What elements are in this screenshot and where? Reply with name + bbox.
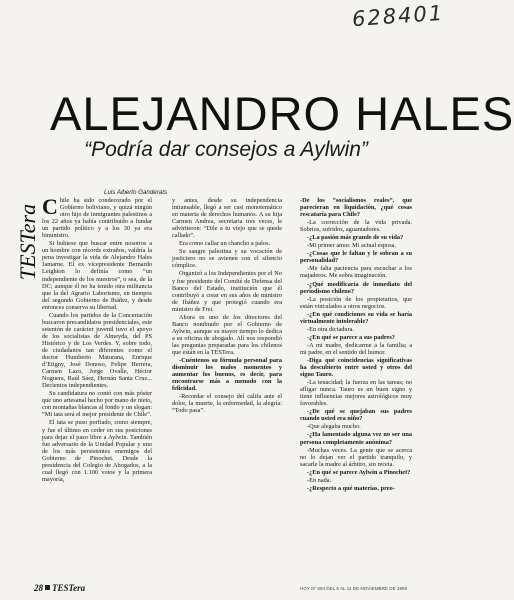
interview-answer: -La corrección de la vida privada. Sobrios, sufridos, aguantadores.: [300, 219, 412, 234]
section-tab-label: TESTera: [15, 203, 40, 281]
interview-answer: -Que alegaba mucho.: [307, 423, 361, 431]
interview-question: -¿La pasión más grande de su vida?: [307, 234, 404, 242]
paragraph-text: hile ha sido condecorado por el Gobierno boliviano, y quizá ningún otro hijo de inmigrantes palestinos a los 22 años ya había contribuido a fundar un partido político y a los 30 ya era biministro.: [42, 197, 152, 240]
interview-answer: -Me falta paciencia para escuchar a los majaderos. Me sobra imaginación.: [300, 265, 412, 280]
square-bullet-icon: [45, 585, 50, 590]
handwritten-archive-number: 628401: [351, 0, 445, 32]
column-2: [172, 197, 282, 569]
section-tab: [15, 198, 41, 286]
interview-answer: -Muchas veces. La gente que se acerca no lo dejan ver el partido tranquilo, y sacarle la madre al árbitro, sin receta.: [300, 446, 412, 468]
interview-question: -¿En qué condiciones su vida se haría virtualmente intolerable?: [300, 310, 412, 325]
column-3: [300, 197, 412, 569]
magazine-section: TESTera: [52, 583, 86, 593]
paragraph: Su sangre palestina y su vocación de justiciero no se avienen con el silencio cómplice.: [172, 248, 282, 270]
paragraph: El tata se puso porfiado, como siempre, y fue el último en ceder en sus posiciones para dejar el paso libre a Aylwin. También fue adversario de la Unidad Popular y uno de los más persistentes enemigos del Gobierno de Pinochet. Desde la presidencia del Colegio de Abogados, a la cual llegó con 1.100 votos y la primera mayoría,: [42, 419, 152, 483]
paragraph: Cuando los partidos de la Concertación buscaron precandidatos presidenciales, este setentón de carácter juvenil tuvo el apoyo de los socialistas de Almeyda, del PS Histórico y de Los Verdes. Y, sobre todo, de ciudadanos tan diferentes como el doctor Humberto Maturana, Enrique d’Etigny, José Donoso, Felipe Herrera, Carmen Lazo, Jorge Ovalle, Héctor Noguera, Raúl Sáez, Hernán Santa Cruz... Decientos independientes.: [42, 311, 152, 390]
interview-question: -¿Respecto a qué materias, preo-: [307, 484, 395, 492]
byline: Luis Alberto Ganderats: [104, 189, 168, 196]
interview-answer: -En nada.: [307, 476, 332, 484]
paragraph: Ahora es uno de los directores del Banco nombrado por el Gobierno de Aylwin, aunque su mayor tiempo lo dedica a su oficina de abogado. Alí nos respondió las preguntas preparadas para los chilenos que están en la TESTera.: [172, 313, 282, 356]
interview-question: -¿Ha lamentado alguna vez no ser una persona completamente anónima?: [300, 431, 412, 446]
page-footer: [34, 583, 85, 593]
interview-question: -¿En qué se parece a sus padres?: [307, 333, 395, 341]
interview-answer: -A mi madre, dedicarme a la familia; a mi padre, en el sentido del humor.: [300, 341, 412, 356]
paragraph: Era como callar un chancho a palos.: [179, 240, 271, 248]
page-number: 28: [34, 583, 43, 593]
paragraph: Su candidatura no contó con más póster que uno artesanal hecho por mano de nieto, con montañas blancas al fondo y un slogan: “Mi tata será el mejor presidente de Chile”.: [42, 390, 152, 419]
interview-question: -¿Qué modificaría de inmediato del periodismo chileno?: [300, 280, 412, 295]
paragraph: Si hubiese que buscar entre nosotros a un hombre con récords extraños, valdría la pena investigar la vida de Alejandro Hales Jamarne. El ex vicepresidente Bernardo Leighton lo definía como “un independiente de los nuestros”, o sea, de la DC; aunque él no ha tenido otra militancia que la del Agrario Laborismo, en tiempos del segundo Gobierno de Ibáñez, y desde entonces conserva su libertad.: [42, 240, 152, 311]
issue-line: HOY Nº 684 DEL 5 AL 11 DE NOVIEMBRE DE 1990: [300, 586, 408, 591]
column-1: [42, 194, 152, 569]
interview-answer: -En otra dictadura.: [307, 325, 355, 333]
interview-answer: -Recordar el consejo del califa ante el dolor, la muerte, la enfermedad, la alegría: “Todo pasa”.: [172, 393, 282, 415]
paragraph: Organizó a los Independientes por el No y fue presidente del Comité de Defensa del Banco del Estado, institución que él contribuyó a crear en sus años de ministro de Ibáñez y que protegió cuando era ministro de Frei.: [172, 270, 282, 313]
interview-question: -Diga qué coincidencias significativas ha descubierto entre usted y otros del signo Tauro.: [300, 356, 412, 379]
interview-answer: -La tenacidad; la fuerza en las tareas; no afligar nunca. Tauro es un buen signo y tiene influencias mejores astrológicos muy favorables.: [300, 379, 412, 408]
headline: ALEJANDRO HALES: [50, 87, 514, 140]
interview-question: -Cuéntenos su fórmula personal para disminuir los malos momentos y aumentar los buenos, es decir, para encontrarse más a menudo con la felicidad.: [172, 357, 282, 393]
interview-answer: -La posición de los propietarios, que están vinculados a otros negocios.: [300, 295, 412, 310]
subtitle: “Podría dar consejos a Aylwin”: [84, 138, 368, 161]
interview-question: -¿De qué se quejaban sus padres cuando usted era niño?: [300, 408, 412, 423]
interview-question: -¿En qué se parece Aylwin a Pinochet?: [307, 468, 411, 476]
interview-question: -De los “socialismos reales”, que parecieran en liquidación, ¿qué cosas rescataría para Chile?: [300, 197, 412, 219]
interview-question: -¿Cosas que le faltan y le sobran a su personalidad?: [300, 250, 412, 265]
drop-cap: C: [42, 194, 58, 219]
paragraph: y antes, desde su independencia intransable, llegó a ser casi monotemático en materia de derechos humanos. A su hija Carmen Andrea, secretaria tres veces, le advirtieron: “Dile a tu viejo que se quede callado”.: [172, 197, 282, 240]
paragraph: [42, 194, 152, 240]
interview-answer: -Mi primer amor. Mi actual esposa.: [307, 242, 397, 250]
